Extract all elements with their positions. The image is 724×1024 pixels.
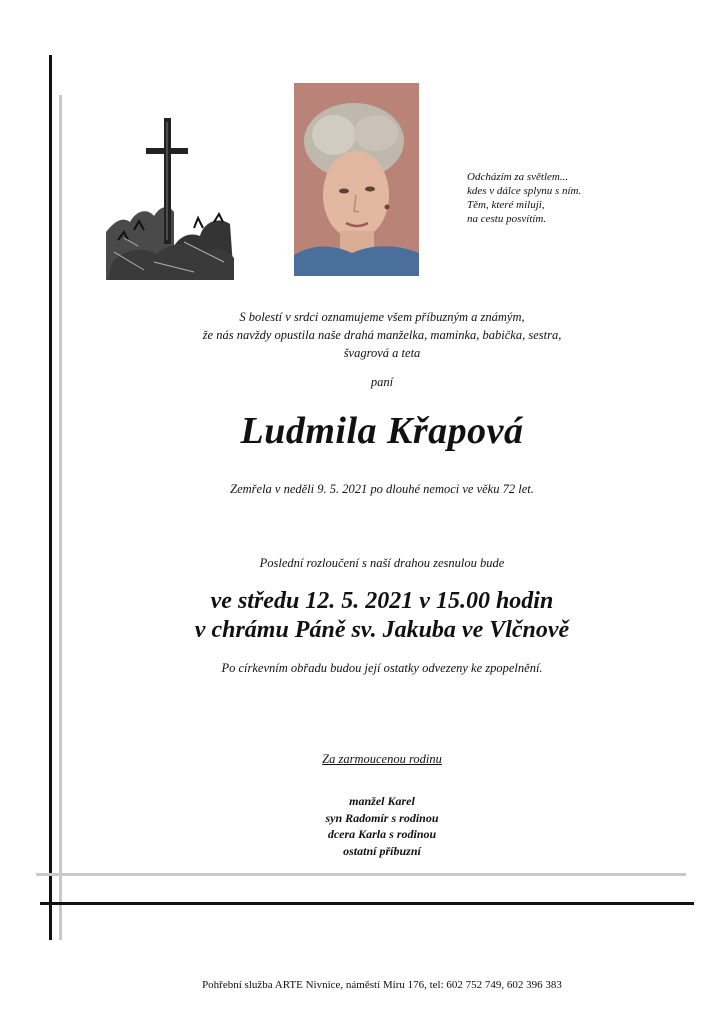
farewell-details xyxy=(62,587,702,645)
frame-line-vertical xyxy=(49,55,52,940)
mourner: syn Radomír s rodinou xyxy=(325,810,439,825)
poem-line: na cestu posvítím. xyxy=(467,213,547,225)
intro-line: S bolestí v srdci oznamujeme všem příbuzným a známým, xyxy=(239,310,525,324)
mourners-list xyxy=(62,793,702,859)
farewell-intro: Poslední rozloučení s naší drahou zesnulou bude xyxy=(259,556,505,570)
intro-line: že nás navždy opustila naše drahá manželka, maminka, babička, sestra, xyxy=(202,328,562,342)
mourner: ostatní příbuzní xyxy=(343,843,421,858)
poem-line: kdes v dálce splynu s ním. xyxy=(467,185,582,197)
mourner: dcera Karla s rodinou xyxy=(327,827,437,841)
poem-line: Těm, které miluji, xyxy=(467,199,545,211)
announcement-intro xyxy=(62,308,702,362)
farewell-date: ve středu 12. 5. 2021 v 15.00 hodin xyxy=(210,588,554,614)
cremation-note: Po církevním obřadu budou její ostatky odvezeny ke zpopelnění. xyxy=(221,661,543,675)
portrait-photo xyxy=(294,83,419,276)
farewell-place: v chrámu Páně sv. Jakuba ve Vlčnově xyxy=(194,617,570,643)
funeral-service-footer: Pohřební služba ARTE Nivnice, náměstí Míru 176, tel: 602 752 749, 602 396 383 xyxy=(202,979,562,991)
frame-line-horizontal xyxy=(40,902,694,905)
deceased-name: Ludmila Křapová xyxy=(240,410,524,452)
intro-line: švagrová a teta xyxy=(343,346,421,360)
mourner: manžel Karel xyxy=(349,794,415,808)
death-notice: Zemřela v neděli 9. 5. 2021 po dlouhé nemoci ve věku 72 let. xyxy=(230,482,534,496)
frame-line-horizontal-grey xyxy=(36,873,686,876)
cross-illustration xyxy=(104,112,236,282)
poem-line: Odcházím za světlem... xyxy=(467,171,569,183)
family-heading xyxy=(62,752,702,767)
family-heading-text: Za zarmoucenou rodinu xyxy=(322,752,442,766)
salutation: paní xyxy=(370,375,394,389)
poem xyxy=(467,170,647,226)
